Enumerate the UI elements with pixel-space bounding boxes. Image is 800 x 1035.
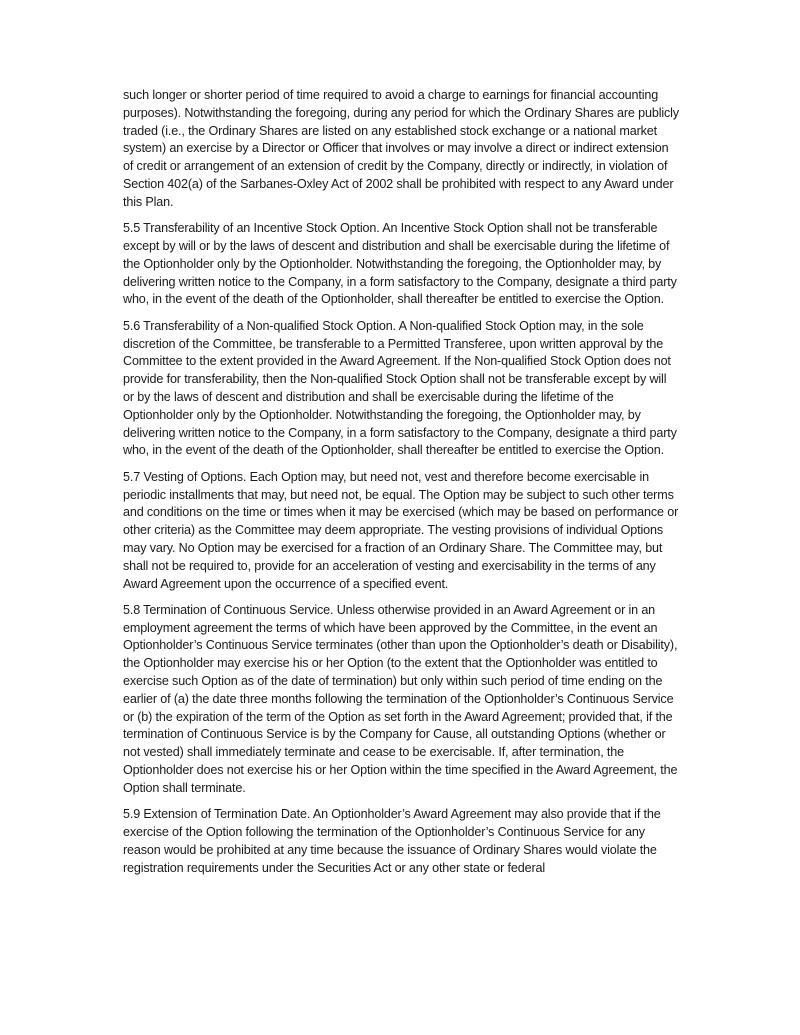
- paragraph-section-5-5: 5.5 Transferability of an Incentive Stock Option. An Incentive Stock Option shall not be transferable except by will or by the laws of descent and distribution and shall be exercisable during the lifetime of the Optionholder only by the Optionholder. Notwithstanding the foregoing, the Optionholder may, by delivering written notice to the Company, in a form satisfactory to the Company, designate a third party who, in the event of the death of the Optionholder, shall thereafter be entitled to exercise the Option.: [123, 221, 677, 307]
- paragraph-section-5-6: 5.6 Transferability of a Non-qualified Stock Option. A Non-qualified Stock Option may, in the sole discretion of the Committee, be transferable to a Permitted Transferee, upon written approval by the Committee to the extent provided in the Award Agreement. If the Non-qualified Stock Option does not provide for transferability, then the Non-qualified Stock Option shall not be transferable except by will or by the laws of descent and distribution and shall be exercisable during the lifetime of the Optionholder only by the Optionholder. Notwithstanding the foregoing, the Optionholder may, by delivering written notice to the Company, in a form satisfactory to the Company, designate a third party who, in the event of the death of the Optionholder, shall thereafter be entitled to exercise the Option.: [123, 318, 677, 458]
- paragraph-section-5-7: 5.7 Vesting of Options. Each Option may, but need not, vest and therefore become exercisable in periodic installments that may, but need not, be equal. The Option may be subject to such other terms and conditions on the time or times when it may be exercised (which may be based on performance or other criteria) as the Committee may deem appropriate. The vesting provisions of individual Options may vary. No Option may be exercised for a fraction of an Ordinary Share. The Committee may, but shall not be required to, provide for an acceleration of vesting and exercisability in the terms of any Award Agreement upon the occurrence of a specified event.: [123, 469, 679, 591]
- document-body: [123, 87, 679, 886]
- paragraph-section-5-9: 5.9 Extension of Termination Date. An Optionholder’s Award Agreement may also provide that if the exercise of the Option following the termination of the Optionholder’s Continuous Service for any reason would be prohibited at any time because the issuance of Ordinary Shares would violate the registration requirements under the Securities Act or any other state or federal: [123, 807, 661, 875]
- paragraph-continuation: such longer or shorter period of time required to avoid a charge to earnings for financial accounting purposes). Notwithstanding the foregoing, during any period for which the Ordinary Shares are publicly traded (i.e., the Ordinary Shares are listed on any established stock exchange or a national market system) an exercise by a Director or Officer that involves or may involve a direct or indirect extension of credit or arrangement of an extension of credit by the Company, directly or indirectly, in violation of Section 402(a) of the Sarbanes-Oxley Act of 2002 shall be prohibited with respect to any Award under this Plan.: [123, 88, 679, 209]
- paragraph-section-5-8: 5.8 Termination of Continuous Service. Unless otherwise provided in an Award Agreement or in an employment agreement the terms of which have been approved by the Committee, in the event an Optionholder’s Continuous Service terminates (other than upon the Optionholder’s death or Disability), the Optionholder may exercise his or her Option (to the extent that the Optionholder was entitled to exercise such Option as of the date of termination) but only within such period of time ending on the earlier of (a) the date three months following the termination of the Optionholder’s Continuous Service or (b) the expiration of the term of the Option as set forth in the Award Agreement; provided that, if the termination of Continuous Service is by the Company for Cause, all outstanding Options (whether or not vested) shall immediately terminate and cease to be exercisable. If, after termination, the Optionholder does not exercise his or her Option within the time specified in the Award Agreement, the Option shall terminate.: [123, 602, 678, 795]
